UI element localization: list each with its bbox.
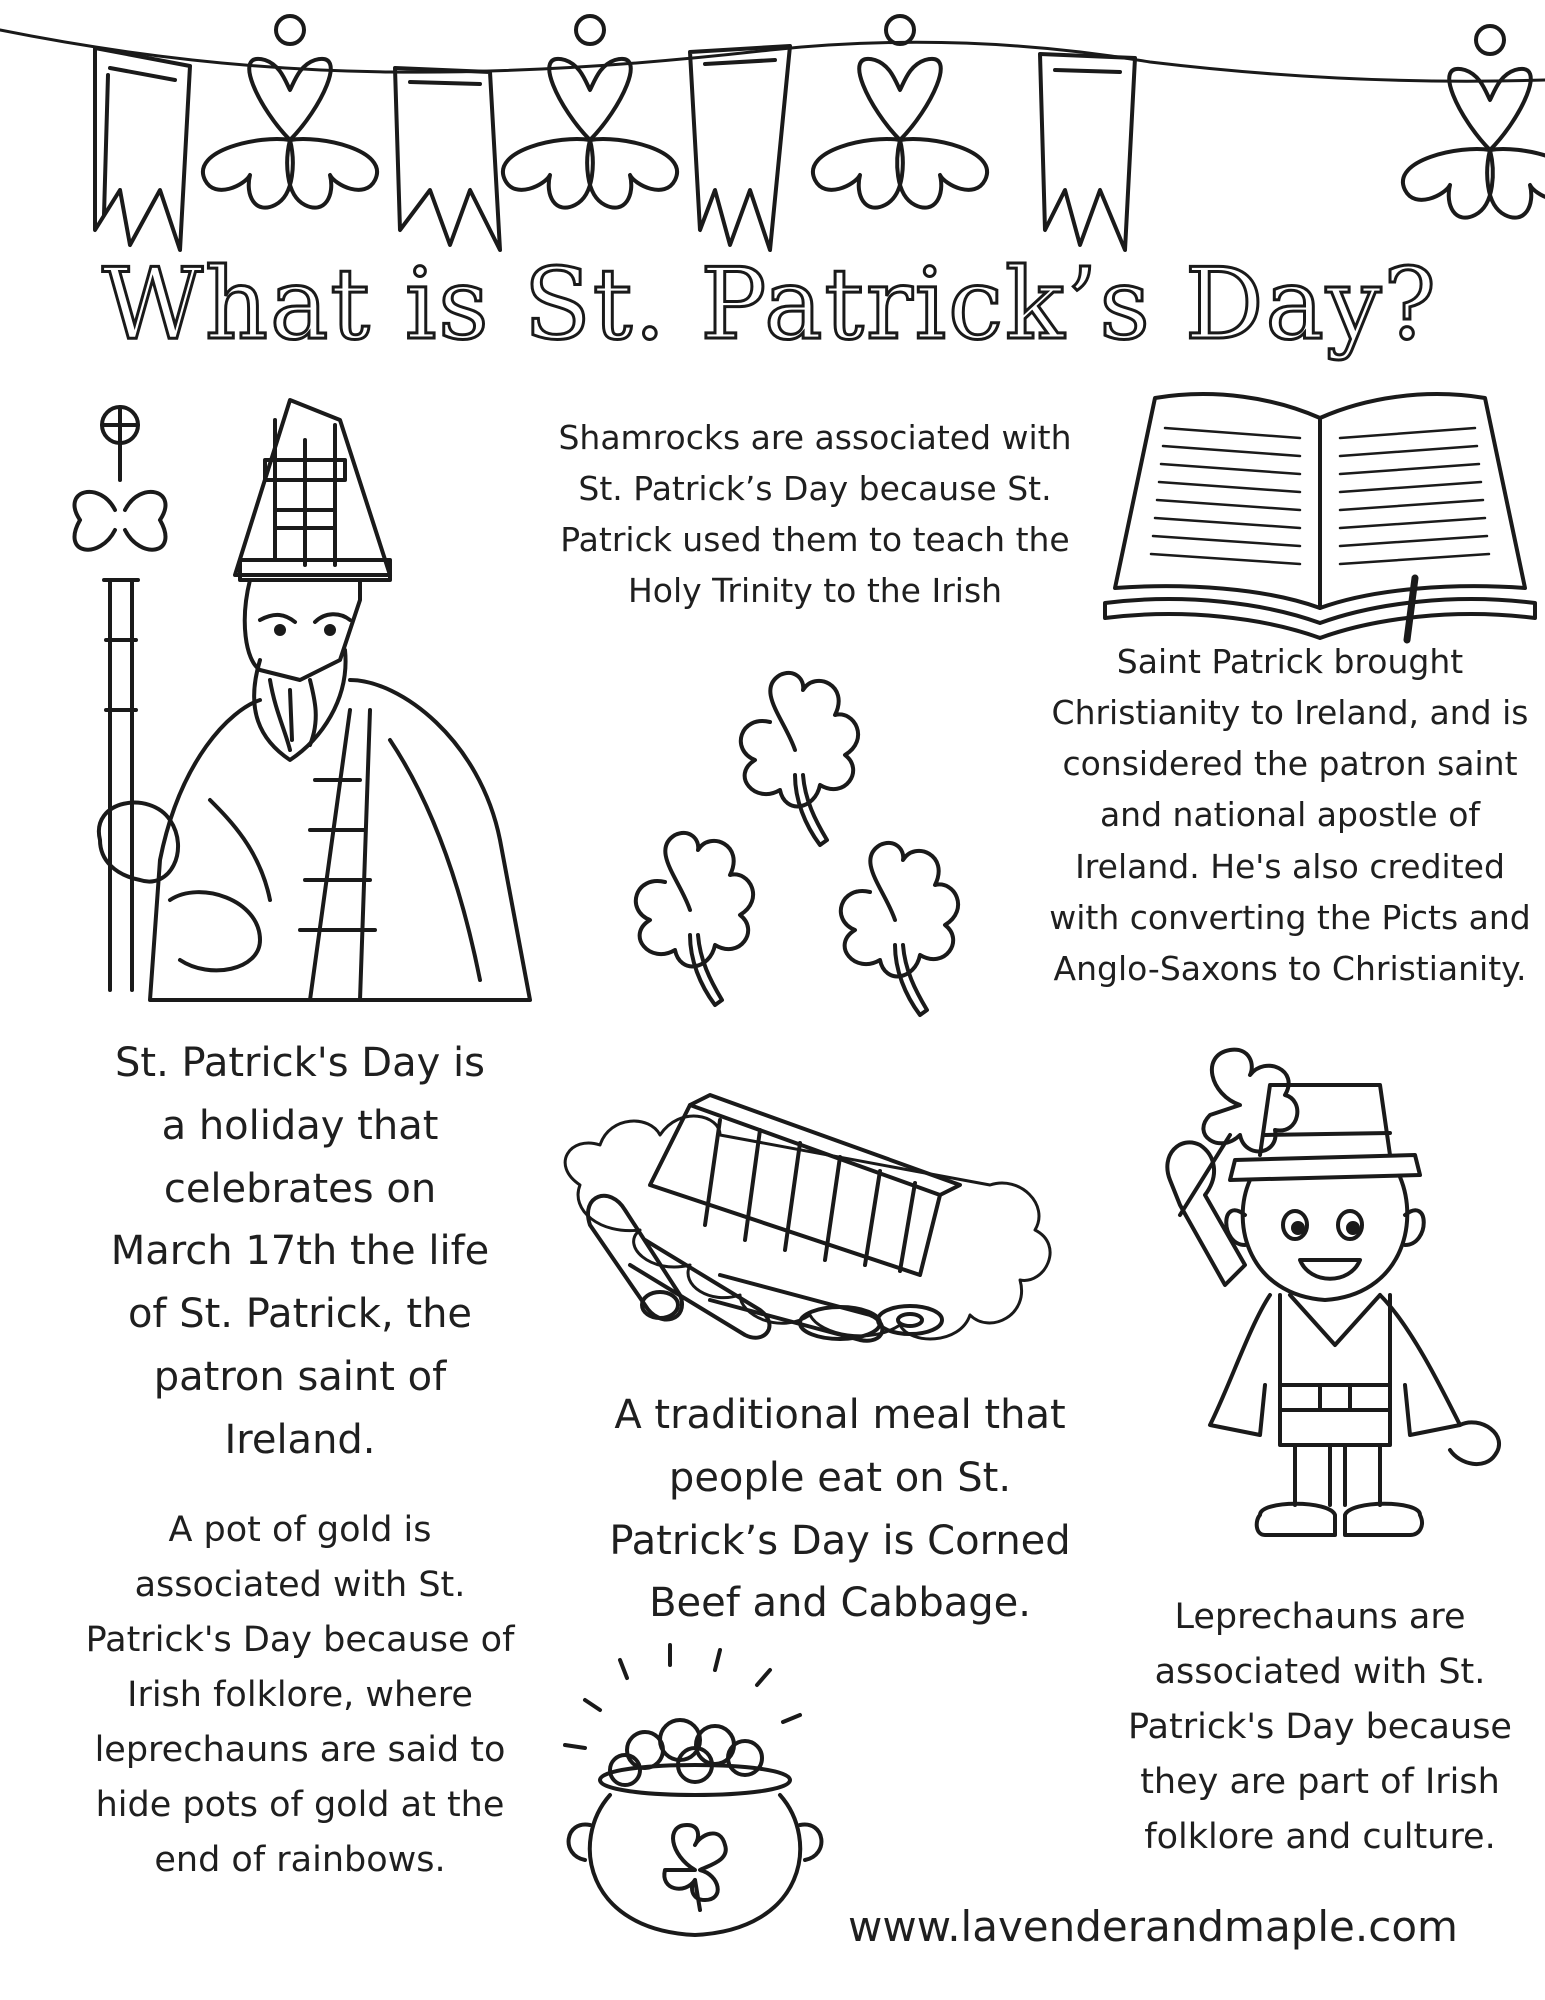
gold-text: A pot of gold is associated with St. Patrick's Day because of Irish folklore, where leprechauns are said to hide pots of gold at the end of rainbows. — [85, 1510, 515, 1880]
bunting-banner — [0, 0, 1545, 270]
holiday-text: St. Patrick's Day is a holiday that celebrates on March 17th the life of St. Patrick, the patron saint of Ireland. — [110, 1040, 490, 1463]
pennant-flag-1 — [95, 48, 190, 250]
shamrock-icon — [741, 673, 858, 845]
shamrock-text: Shamrocks are associated with St. Patrick’s Day because St. Patrick used them to teach the Holy Trinity to the Irish — [558, 418, 1072, 611]
pennant-flag-2 — [395, 68, 500, 250]
pennant-flag-4 — [1040, 54, 1135, 250]
leprechaun-text: Leprechauns are associated with St. Patrick's Day because they are part of Irish folklore and culture. — [1128, 1597, 1512, 1857]
clover-icon — [1180, 1050, 1297, 1215]
saint-patrick-illustration — [60, 380, 560, 1020]
clover-icon — [503, 16, 677, 208]
shamrock-group-icon — [595, 630, 1005, 1030]
page-title: What is St. Patrick’s Day? — [102, 248, 1438, 362]
website-link[interactable]: www.lavenderandmaple.com — [848, 1902, 1458, 1951]
pennant-flag-3 — [690, 46, 790, 250]
clover-icon — [203, 16, 377, 208]
shamrock-icon — [841, 843, 958, 1015]
open-bible-icon — [1095, 378, 1535, 648]
clover-icon — [664, 1825, 725, 1910]
corned-beef-cabbage-illustration — [540, 1045, 1080, 1365]
leprechaun-illustration — [1150, 1045, 1530, 1575]
clover-icon — [1403, 26, 1545, 218]
meal-text: A traditional meal that people eat on St. Patrick’s Day is Corned Beef and Cabbage. — [609, 1392, 1071, 1627]
pot-of-gold-icon — [545, 1640, 845, 1950]
shamrock-icon — [636, 833, 753, 1005]
saint-text: Saint Patrick brought Christianity to Ireland, and is considered the patron saint and national apostle of Ireland. He's also credited with converting the Picts and Anglo-Saxons to Christianity. — [1049, 642, 1531, 988]
